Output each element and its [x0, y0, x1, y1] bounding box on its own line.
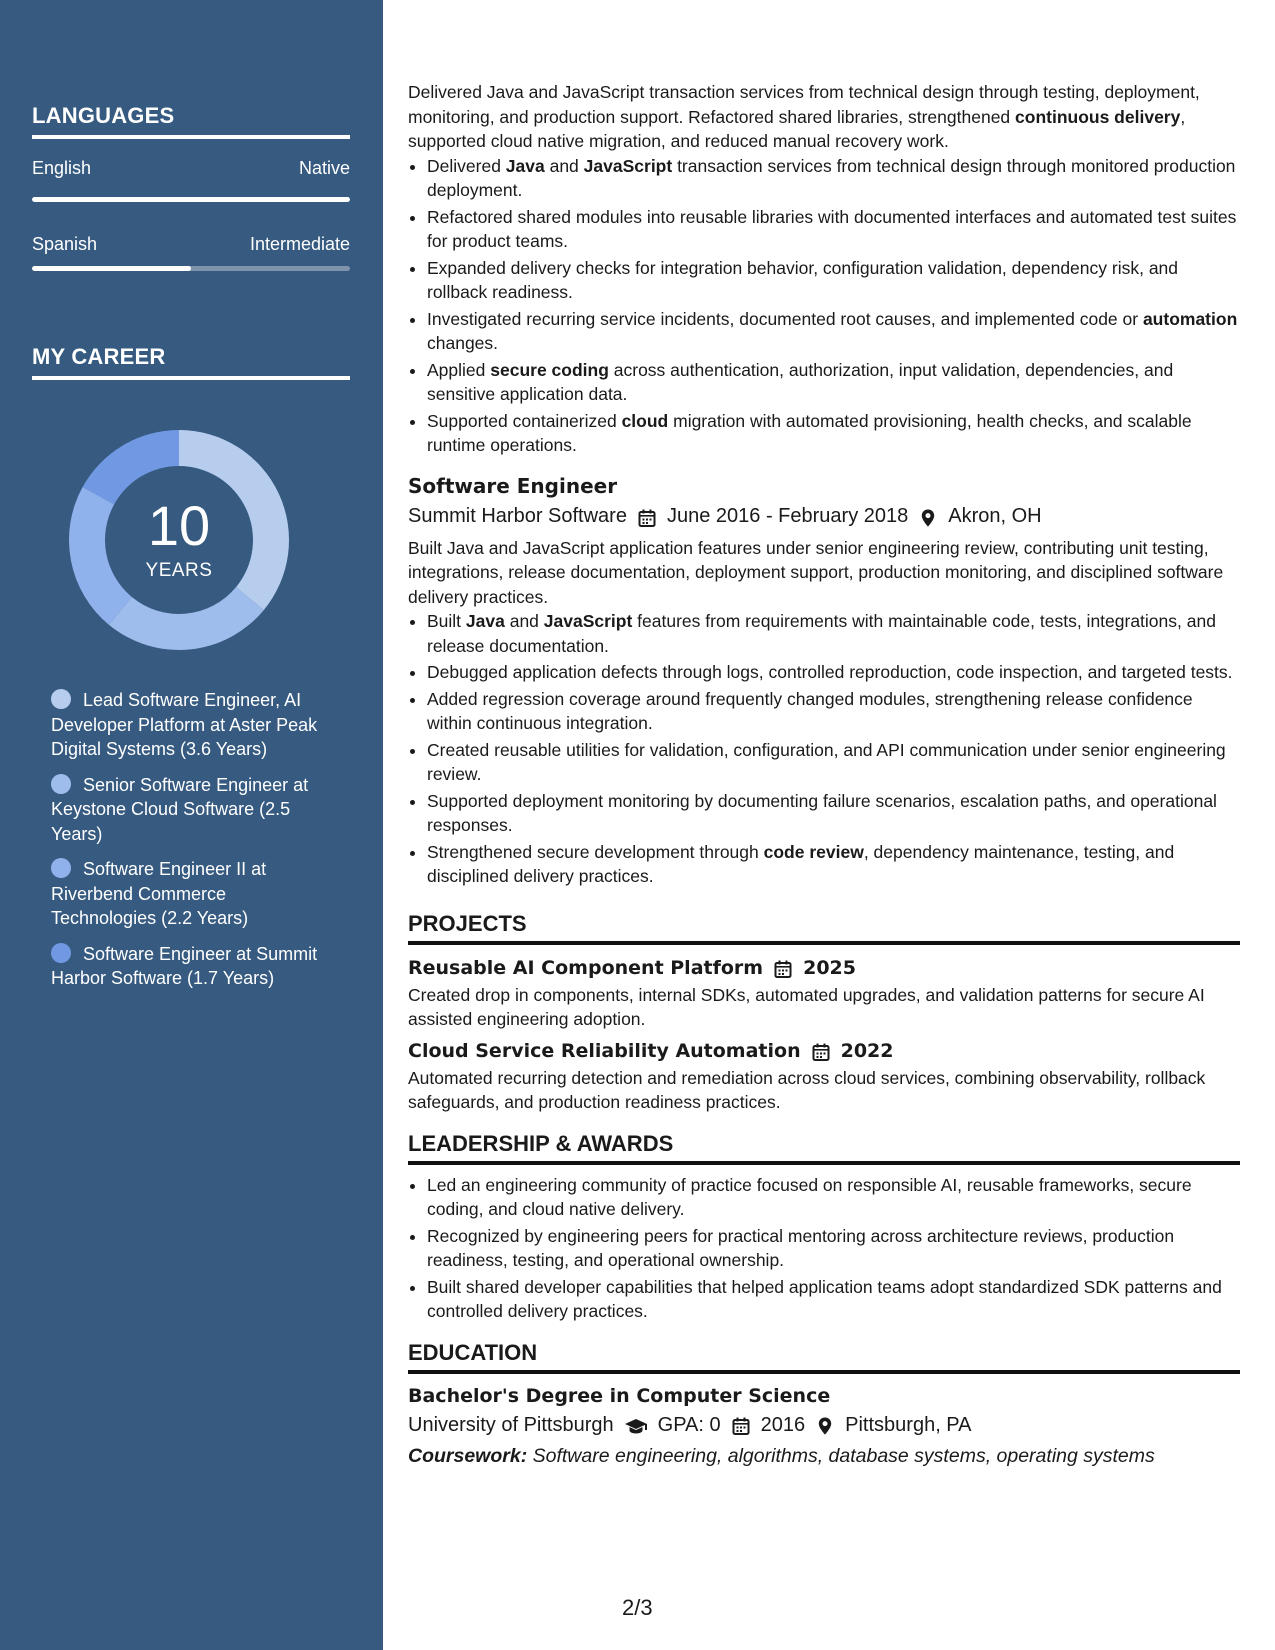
career-legend-text: Software Engineer II at Riverbend Commerce Technologies (2.2 Years): [51, 859, 267, 928]
text-run: across authentication, authorization, input validation, dependencies, and sensitive application data.: [427, 359, 1174, 404]
bullet-item: [427, 687, 1240, 736]
calendar-icon: [811, 1041, 831, 1061]
page-number: 2/3: [622, 1595, 653, 1620]
text-run: Built: [427, 611, 466, 631]
bullet-item: [427, 609, 1240, 658]
bullet-item: [427, 358, 1240, 407]
language-name: Spanish: [32, 234, 98, 254]
career-legend-text: Senior Software Engineer at Keystone Cloud Software (2.5 Years): [51, 774, 309, 844]
project-name: Reusable AI Component Platform: [408, 956, 764, 979]
bold-keyword: Java: [465, 611, 505, 631]
project-heading: [408, 1036, 1240, 1066]
language-row-spanish: [32, 234, 350, 255]
text-run: Delivered Java and JavaScript transaction services from technical design through testing, deployment, monitoring, and production support. Refactored shared libraries, strengthened: [408, 82, 1200, 127]
prev-job-bullets: [408, 154, 1240, 458]
project-year: 2025: [803, 956, 856, 979]
bold-keyword: secure coding: [490, 359, 609, 380]
text-run: changes.: [427, 333, 499, 353]
text-run: migration with automated provisioning, health checks, and scalable runtime operations.: [427, 410, 1192, 455]
languages-title: LANGUAGES: [32, 103, 350, 139]
calendar-icon: [637, 506, 657, 526]
project-item: [408, 1036, 1240, 1115]
career-legend-item: [51, 942, 331, 991]
education-school: University of Pittsburgh: [408, 1413, 614, 1436]
bullet-item: [427, 154, 1240, 203]
legend-dot: [51, 689, 71, 709]
job-summary: [408, 536, 1240, 610]
education-title: EDUCATION: [408, 1338, 1240, 1374]
text-run: and: [504, 611, 544, 631]
project-description: Automated recurring detection and remediation across cloud services, combining observability, rollback safeguards, and production readiness practices.: [408, 1067, 1206, 1112]
leadership-bullet: • Built shared developer capabilities that helped application teams adopt standardized SDK patterns and controlled delivery practices.: [427, 1275, 1240, 1324]
text-run: Refactored shared modules into reusable libraries with documented interfaces and automated test suites for product teams.: [427, 206, 1237, 251]
calendar-icon: [731, 1415, 751, 1435]
coursework-label: Coursework:: [408, 1444, 528, 1467]
text-run: Delivered: [427, 155, 506, 176]
language-proficiency-fill: [32, 197, 350, 202]
leadership-title: LEADERSHIP & AWARDS: [408, 1129, 1240, 1165]
text-run: Applied: [427, 359, 491, 380]
career-total-years: 10: [147, 494, 211, 557]
education-degree: Bachelor's Degree in Computer Science: [408, 1384, 831, 1407]
language-proficiency-bar: [32, 197, 350, 202]
career-total-unit: YEARS: [145, 560, 213, 581]
main-content: [408, 80, 1240, 1472]
career-legend-text: Software Engineer at Summit Harbor Software (1.7 Years): [51, 943, 318, 988]
career-donut-chart: [66, 427, 292, 653]
map-pin-icon: [815, 1415, 835, 1435]
graduation-cap-icon: [624, 1415, 648, 1435]
text-run: , supported cloud native migration, and reduced manual recovery work.: [408, 106, 1186, 151]
donut-center: [66, 427, 292, 653]
bold-keyword: JavaScript: [583, 155, 673, 176]
legend-dot: [51, 774, 71, 794]
bullet-item: [427, 256, 1240, 305]
project-heading: [408, 953, 1240, 983]
text-run: Supported containerized: [427, 410, 622, 431]
project-description: Created drop in components, internal SDKs, automated upgrades, and validation patterns for secure AI assisted engineering adoption.: [408, 984, 1205, 1029]
education-meta: [408, 1410, 1240, 1440]
bold-keyword: automation: [1142, 308, 1238, 329]
text-run: Strengthened secure development through: [427, 841, 764, 862]
text-run: Created reusable utilities for validation, configuration, and API communication under senior engineering review.: [427, 739, 1226, 784]
bullet-item: [427, 840, 1240, 889]
bullet-item: [427, 205, 1240, 254]
career-legend-item: [51, 773, 331, 847]
projects-title: PROJECTS: [408, 909, 1240, 945]
text-run: and: [544, 155, 584, 176]
map-pin-icon: [918, 506, 938, 526]
text-run: Debugged application defects through logs, controlled reproduction, code inspection, and targeted tests.: [427, 662, 1233, 682]
job-meta: [408, 500, 1240, 532]
bullet-item: [427, 307, 1240, 356]
project-item: [408, 953, 1240, 1032]
bold-keyword: code review: [763, 841, 864, 862]
education-location: Pittsburgh, PA: [845, 1413, 972, 1436]
education-year: 2016: [760, 1413, 806, 1436]
language-proficiency-bar: [32, 266, 350, 271]
text-run: Added regression coverage around frequently changed modules, strengthening release confidence within continuous integration.: [427, 688, 1193, 733]
career-title: MY CAREER: [32, 344, 350, 380]
career-legend: [51, 688, 331, 1002]
bullet-item: [427, 789, 1240, 838]
legend-dot: [51, 858, 71, 878]
job-dates: June 2016 - February 2018: [666, 504, 909, 527]
job-location: Akron, OH: [948, 504, 1042, 527]
language-name: English: [32, 158, 92, 178]
text-run: features from requirements with maintainable code, tests, integrations, and release documentation.: [427, 611, 1216, 656]
education-coursework: [408, 1440, 1240, 1472]
bullet-item: [427, 660, 1240, 685]
leadership-bullets: [408, 1173, 1240, 1324]
language-row-english: [32, 158, 350, 179]
text-run: Built Java and JavaScript application features under senior engineering review, contributing unit testing, integrations, release documentation, deployment support, production monitoring, and disciplined software delivery practices.: [408, 537, 1224, 607]
career-legend-text: Lead Software Engineer, AI Developer Platform at Aster Peak Digital Systems (3.6 Years): [51, 690, 318, 759]
career-legend-item: [51, 857, 331, 931]
bold-keyword: JavaScript: [543, 611, 633, 631]
prev-job-summary: [408, 80, 1240, 154]
text-run: transaction services from technical design through monitored production deployment.: [427, 155, 1236, 200]
language-level: Native: [298, 158, 350, 178]
sidebar: [0, 0, 383, 1650]
leadership-bullet: • Recognized by engineering peers for practical mentoring across architecture reviews, production readiness, testing, and operational ownership.: [427, 1224, 1240, 1273]
bold-keyword: Java: [505, 155, 545, 176]
job-company: Summit Harbor Software: [408, 504, 627, 527]
bullet-item: [427, 409, 1240, 458]
job-bullets: [408, 609, 1240, 889]
bold-keyword: cloud: [621, 410, 669, 431]
career-legend-item: [51, 688, 331, 762]
project-name: Cloud Service Reliability Automation: [408, 1039, 801, 1062]
coursework-text: Software engineering, algorithms, database systems, operating systems: [527, 1444, 1155, 1467]
project-year: 2022: [840, 1039, 894, 1062]
text-run: Expanded delivery checks for integration behavior, configuration validation, dependency risk, and rollback readiness.: [427, 257, 1179, 302]
text-run: Investigated recurring service incidents, documented root causes, and implemented code or: [427, 308, 1143, 329]
legend-dot: [51, 943, 71, 963]
leadership-bullet: • Led an engineering community of practice focused on responsible AI, reusable frameworks, secure coding, and cloud native delivery.: [427, 1173, 1240, 1222]
bullet-item: [427, 738, 1240, 787]
text-run: , dependency maintenance, testing, and disciplined delivery practices.: [427, 841, 1175, 886]
bold-keyword: continuous delivery: [1015, 106, 1181, 127]
calendar-icon: [773, 958, 793, 978]
education-gpa: GPA: 0: [657, 1413, 721, 1436]
job-title: Software Engineer: [408, 473, 618, 498]
text-run: Supported deployment monitoring by documenting failure scenarios, escalation paths, and operational responses.: [427, 790, 1217, 835]
language-level: Intermediate: [249, 234, 350, 254]
language-proficiency-fill: [32, 266, 191, 271]
